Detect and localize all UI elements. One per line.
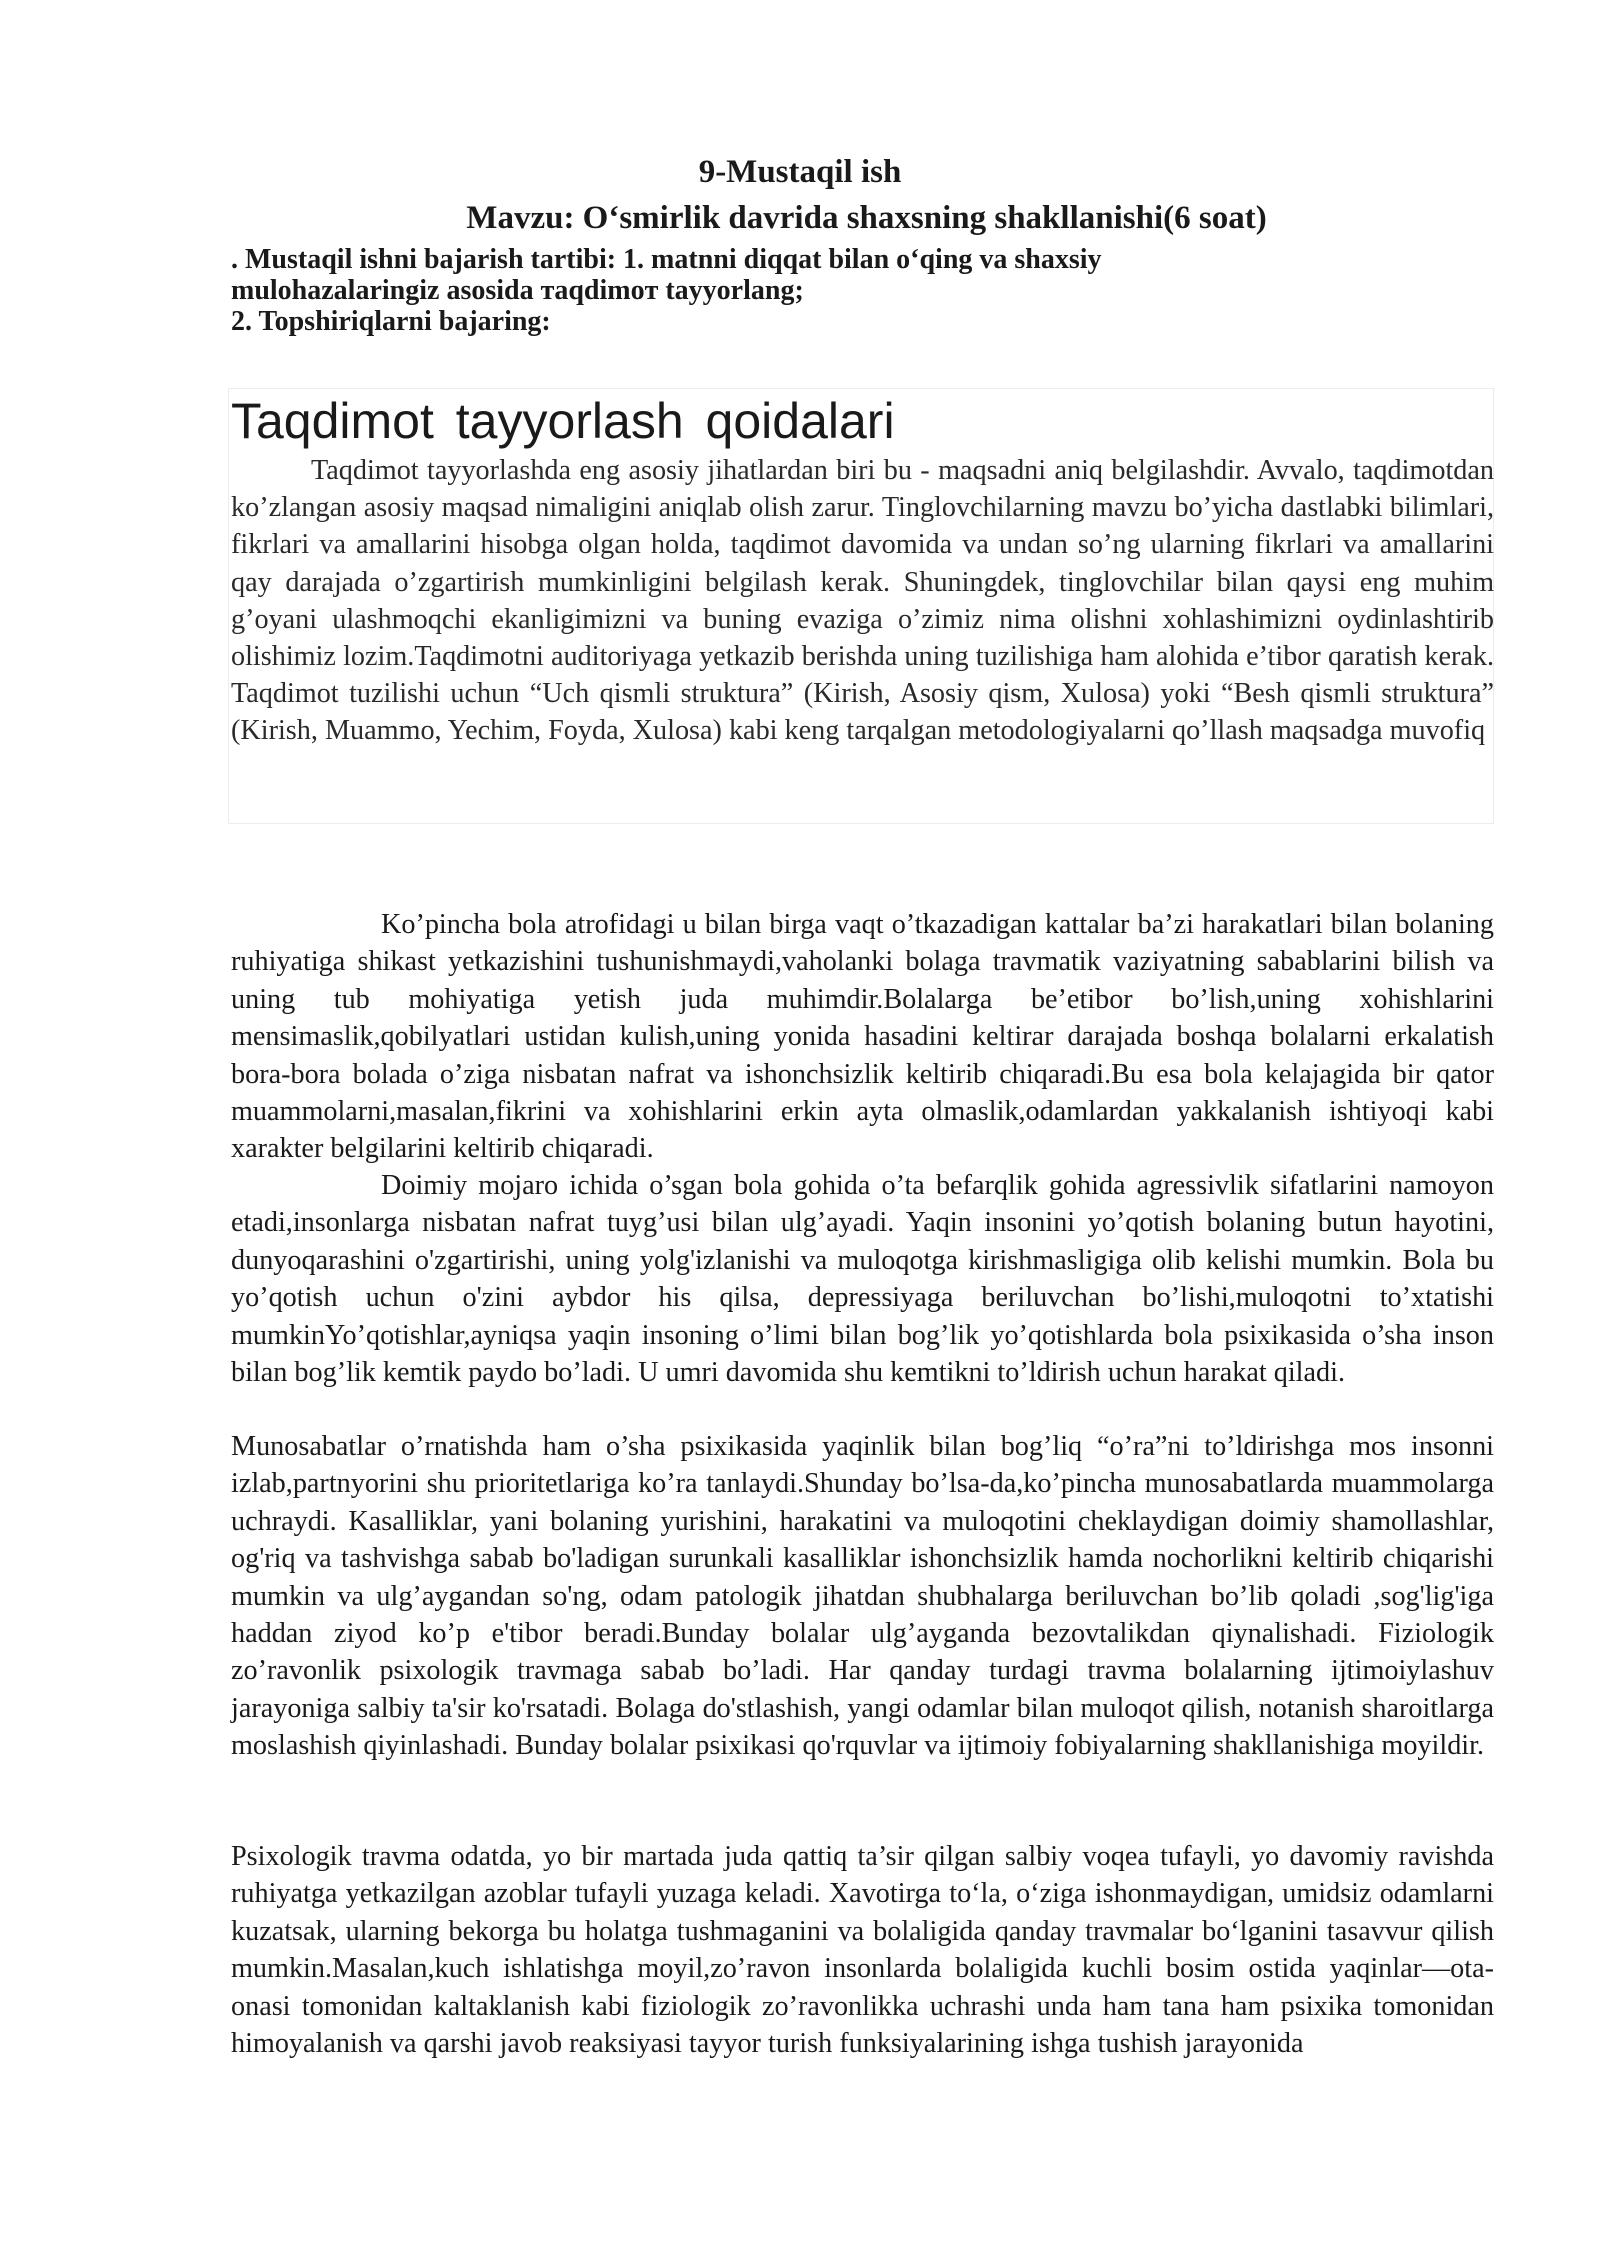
box-heading: Taqdimot tayyorlash qoidalari [231, 393, 895, 449]
body-paragraph: Doimiy mojaro ichida o’sgan bola gohida o’ta befarqlik gohida agressivlik sifatlarini namoyon etadi,insonlarga nisbatan nafrat tuyg’usi bilan ulg’ayadi. Yaqin insonini yo’qotish bolaning butun hayotini, dunyoqarashini o'zgartirishi, uning yolg'izlanishi va muloqotga kirishmasligiga olib kelishi mumkin. Bola bu yo’qotish uchun o'zini aybdor his qilsa, depressiyaga beriluvchan bo’lishi,muloqotni to’xtatishi mumkinYo’qotishlar,ayniqsa yaqin insoning o’limi bilan bog’lik yo’qotishlarda bola psixikasida o’sha inson bilan bog’lik kemtik paydo bo’ladi. U umri davomida shu kemtikni to’ldirish uchun harakat qiladi. [231, 1170, 1494, 1389]
document-title: 9-Mustaqil ish [698, 154, 902, 190]
document-subtitle: Mavzu: O‘smirlik davrida shaxsning shakllanishi(6 soat) [466, 200, 1267, 236]
box-paragraph: Taqdimot tayyorlashda eng asosiy jihatlardan biri bu - maqsadni aniq belgilashdir. Avvalo, taqdimotdan ko’zlangan asosiy maqsad nimaligini aniqlab olish zarur. Tinglovchilarning mavzu bo’yicha dastlabki bilimlari, fikrlari va amallarini hisobga olgan holda, taqdimot davomida va undan so’ng ularning fikrlari va amallarini qay darajada o’zgartirish mumkinligini belgilash kerak. Shuningdek, tinglovchilar bilan qaysi eng muhim g’oyani ulashmoqchi ekanligimizni va buning evaziga o’zimiz nima olishni xohlashimizni oydinlashtirib olishimiz lozim.Taqdimotni auditoriyaga yetkazib berishda uning tuzilishiga ham alohida e’tibor qaratish kerak. Taqdimot tuzilishi uchun “Uch qismli struktura” (Kirish, Asosiy qism, Xulosa) yoki “Besh qismli struktura” (Kirish, Muammo, Yechim, Foyda, Xulosa) kabi keng tarqalgan metodologiyalarni qo’llash maqsadga muvofiq [231, 455, 1494, 747]
instructions-block [231, 244, 1311, 337]
body-paragraph: Ko’pincha bola atrofidagi u bilan birga vaqt o’tkazadigan kattalar ba’zi harakatlari bilan bolaning ruhiyatiga shikast yetkazishini tushunishmaydi,vaholanki bolaga travmatik vaziyatning sabablarini bilish va uning tub mohiyatiga yetish juda muhimdir.Bolalarga be’etibor bo’lish,uning xohishlarini mensimaslik,qobilyatlari ustidan kulish,uning yonida hasadini keltirar darajada boshqa bolalarni erkalatish bora-bora bolada o’ziga nisbatan nafrat va ishonchsizlik keltirib chiqaradi.Bu esa bola kelajagida bir qator muammolarni,masalan,fikrini va xohishlarini erkin ayta olmaslik,odamlardan yakkalanish ishtiyoqi kabi xarakter belgilarini keltirib chiqaradi. [231, 909, 1494, 1165]
body-paragraph: Psixologik travma odatda, yo bir martada juda qattiq ta’sir qilgan salbiy voqea tufayli, yo davomiy ravishda ruhiyatga yetkazilgan azoblar tufayli yuzaga keladi. Xavotirga to‘la, o‘ziga ishonmaydigan, umidsiz odamlarni kuzatsak, ularning bekorga bu holatga tushmaganini va bolaligida qanday travmalar bo‘lganini tasavvur qilish mumkin.Masalan,kuch ishlatishga moyil,zo’ravon insonlarda bolaligida kuchli bosim ostida yaqinlar—ota-onasi tomonidan kaltaklanish kabi fiziologik zo’ravonlikka uchrashi unda ham tana ham psixika tomonidan himoyalanish va qarshi javob reaksiyasi tayyor turish funksiyalarining ishga tushish jarayonida [231, 1841, 1494, 2060]
instruction-line: . Mustaqil ishni bajarish tartibi: 1. matnni diqqat bilan o‘qing va shaxsiy [231, 244, 1102, 275]
body-paragraph: Munosabatlar o’rnatishda ham o’sha psixikasida yaqinlik bilan bog’liq “o’ra”ni to’ldirishga mos insonni izlab,partnyorini shu prioritetlariga ko’ra tanlaydi.Shunday bo’lsa-da,ko’pincha munosabatlarda muammolarga uchraydi. Kasalliklar, yani bolaning yurishini, harakatini va muloqotini cheklaydigan doimiy shamollashlar, og'riq va tashvishga sabab bo'ladigan surunkali kasalliklar ishonchsizlik hamda nochorlikni keltirib chiqarishi mumkin va ulg’aygandan so'ng, odam patologik jihatdan shubhalarga beriluvchan bo’lib qoladi ,sog'lig'iga haddan ziyod ko’p e'tibor beradi.Bunday bolalar ulg’ayganda bezovtalikdan qiynalishadi. Fiziologik zo’ravonlik psixologik travmaga sabab bo’ladi. Har qanday turdagi travma bolalarning ijtimoiylashuv jarayoniga salbiy ta'sir ko'rsatadi. Bolaga do'stlashish, yangi odamlar bilan muloqot qilish, notanish sharoitlarga moslashish qiyinlashadi. Bunday bolalar psixikasi qo'rquvlar va ijtimoiy fobiyalarning shakllanishiga moyildir. [231, 1431, 1494, 1762]
instruction-line: mulohazalaringiz asosida тaqdimoт tayyorlang; [231, 275, 804, 306]
instruction-line: 2. Topshiriqlarni bajaring: [231, 306, 551, 337]
